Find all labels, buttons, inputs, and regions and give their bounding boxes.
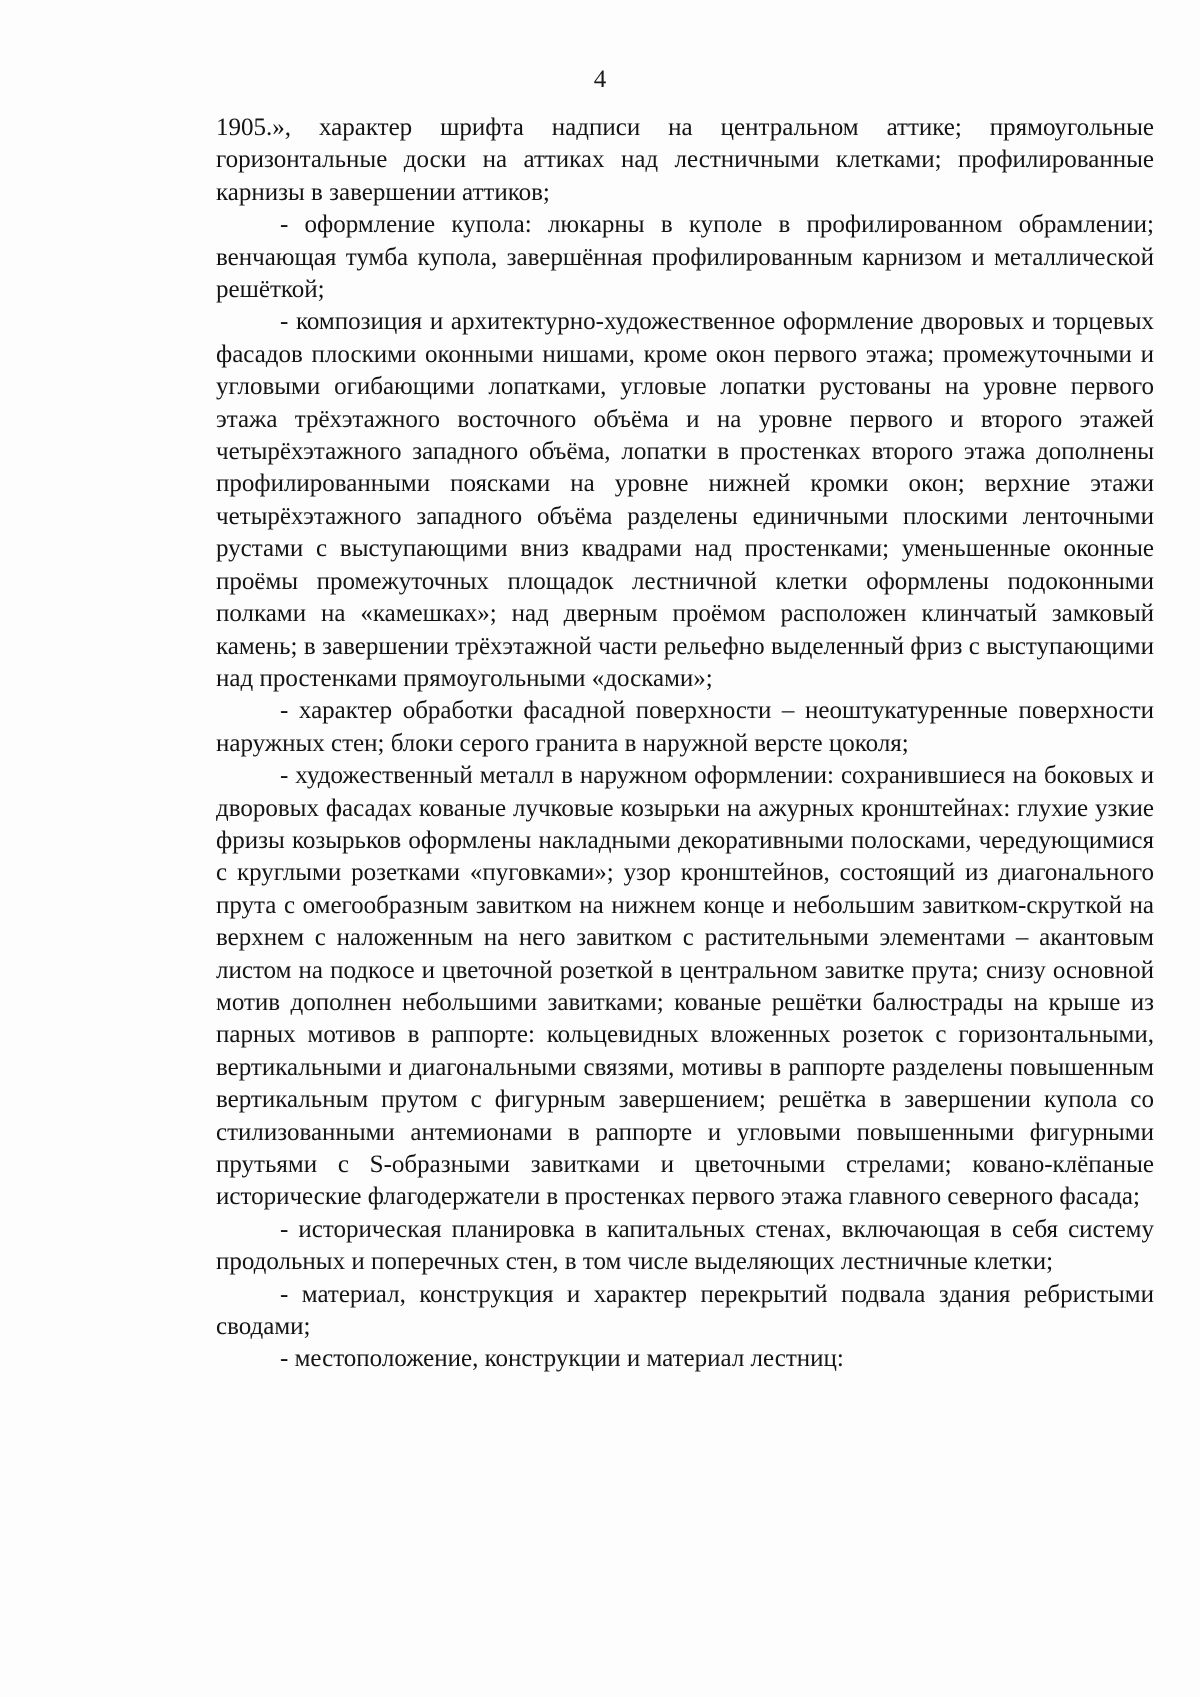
paragraph-historical-layout: - историческая планировка в капитальных стенах, включающая в себя систему продольных и поперечных стен, в том числе выделяющих лестничные клетки; bbox=[216, 1215, 1154, 1276]
paragraph-facade-surface: - характер обработки фасадной поверхности – неоштукатуренные поверхности наружных стен; блоки серого гранита в наружной версте цоколя; bbox=[216, 697, 1154, 757]
paragraph-staircases: - местоположение, конструкции и материал лестниц: bbox=[280, 1345, 844, 1373]
document-body bbox=[216, 112, 1154, 1376]
paragraph-dome-design: - оформление купола: люкарны в куполе в профилированном обрамлении; венчающая тумба купола, завершённая профилированным карнизом и металлической решёткой; bbox=[216, 211, 1154, 304]
paragraph-attic-details: 1905.», характер шрифта надписи на центральном аттике; прямоугольные горизонтальные доски на аттиках над лестничными клетками; профилированные карнизы в завершении аттиков; bbox=[216, 114, 1154, 206]
page-number: 4 bbox=[593, 66, 607, 93]
paragraph-courtyard-facades: - композиция и архитектурно-художественное оформление дворовых и торцевых фасадов плоскими оконными нишами, кроме окон первого этажа; промежуточными и угловыми огибающими лопатками, угловые лопатки рустованы на уровне первого этажа трёхэтажного восточного объёма и на уровне первого и второго этажей четырёхэтажного западного объёма, лопатки в простенках второго этажа дополнены профилированными поясками на уровне нижней кромки окон; верхние этажи четырёхэтажного западного объёма разделены единичными плоскими ленточными рустами с выступающими вниз квадрами над простенками; уменьшенные оконные проёмы промежуточных площадок лестничной клетки оформлены подоконными полками на «камешках»; над дверным проёмом расположен клинчатый замковый камень; в завершении трёхэтажной части рельефно выделенный фриз с выступающими над простенками прямоугольными «досками»; bbox=[216, 308, 1154, 692]
paragraph-basement-vaults: - материал, конструкция и характер перекрытий подвала здания ребристыми сводами; bbox=[216, 1280, 1154, 1341]
paragraph-decorative-metal: - художественный металл в наружном оформлении: сохранившиеся на боковых и дворовых фасадах кованые лучковые козырьки на ажурных кронштейнах: глухие узкие фризы козырьков оформлены накладными декоративными полосками, чередующимися с круглыми розетками «пуговками»; узор кронштейнов, состоящий из диагонального прута с омегообразным завитком на нижнем конце и небольшим завитком-скруткой на верхнем с наложенным на него завитком с растительными элементами – акантовым листом на подкосе и цветочной розеткой в центральном завитке прута; снизу основной мотив дополнен небольшими завитками; кованые решётки балюстрады на крыше из парных мотивов в раппорте: кольцевидных вложенных розеток с горизонтальными, вертикальными и диагональными связями, мотивы в раппорте разделены повышенным вертикальным прутом с фигурным завершением; решётка в завершении купола со стилизованными антемионами в раппорте и угловыми повышенными фигурными прутьями с S-образными завитками и цветочными стрелами; ковано-клёпаные исторические флагодержатели в простенках первого этажа главного северного фасада; bbox=[216, 762, 1154, 1211]
